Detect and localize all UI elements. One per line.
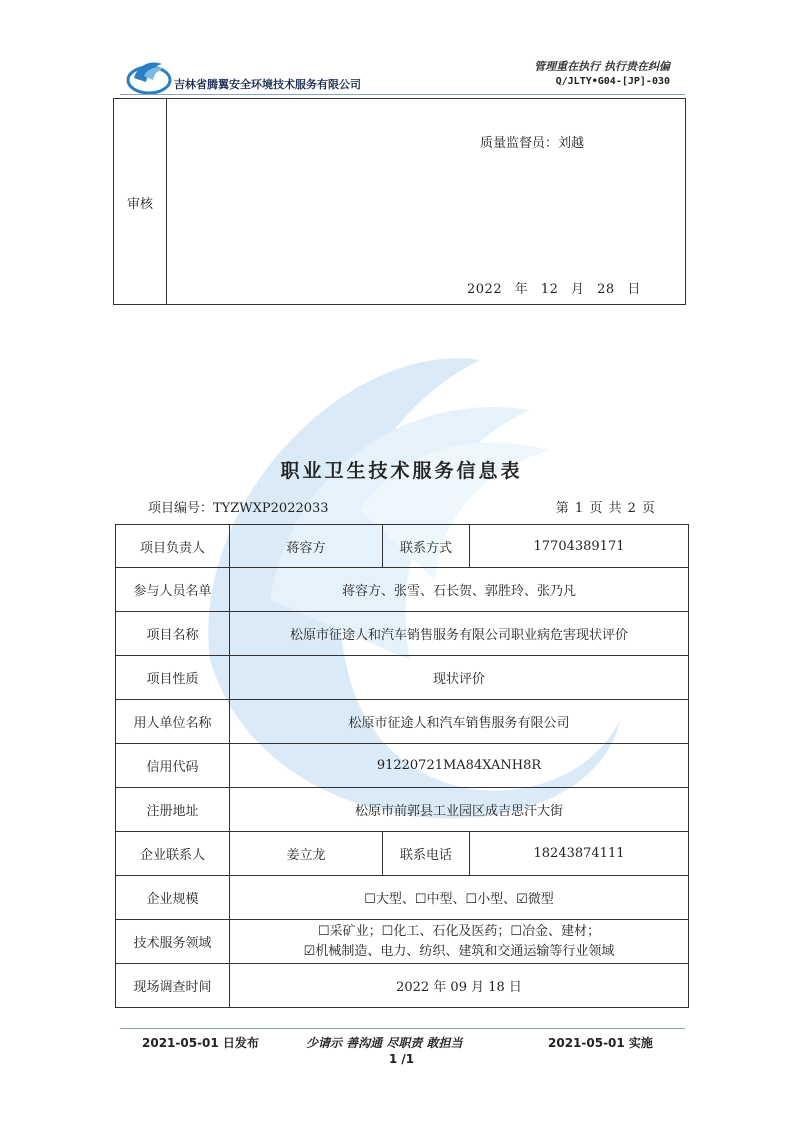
table-row xyxy=(116,744,689,788)
company-name: 吉林省腾翼安全环境技术服务有限公司 xyxy=(174,78,361,91)
table-row xyxy=(116,964,689,1008)
table-row xyxy=(116,832,689,876)
review-label: 审核 xyxy=(126,197,153,212)
members-label: 参与人员名单 xyxy=(116,568,230,612)
form-title: 职业卫生技术服务信息表 xyxy=(280,460,523,482)
survey-time-label: 现场调查时间 xyxy=(116,964,230,1008)
review-column-divider xyxy=(166,99,167,304)
service-info-table xyxy=(115,524,689,1008)
service-field-line-2: ☑机械制造、电力、纺织、建筑和交通运输等行业领域 xyxy=(303,943,615,959)
table-row xyxy=(116,876,689,920)
table-row xyxy=(116,568,689,612)
credit-code-value: 91220721MA84XANH8R xyxy=(230,744,689,788)
service-field-label: 技术服务领域 xyxy=(116,920,230,964)
header-slogan: 管理重在执行 执行贵在纠偏 xyxy=(534,60,670,73)
survey-time-value: 2022 年 09 月 18 日 xyxy=(230,964,689,1008)
footer-divider xyxy=(120,1028,685,1029)
header-divider xyxy=(120,94,685,95)
project-nature-value: 现状评价 xyxy=(230,656,689,700)
employer-label: 用人单位名称 xyxy=(116,700,230,744)
page-number: 1 /1 xyxy=(388,1052,415,1066)
address-value: 松原市前郭县工业园区成吉思汗大街 xyxy=(230,788,689,832)
service-field-value xyxy=(230,920,689,964)
enterprise-scale-value: ☐大型、☐中型、☐小型、☑微型 xyxy=(230,876,689,920)
employer-value: 松原市征途人和汽车销售服务有限公司 xyxy=(230,700,689,744)
project-name-value: 松原市征途人和汽车销售服务有限公司职业病危害现状评价 xyxy=(230,612,689,656)
effective-date: 2021-05-01 实施 xyxy=(548,1036,653,1050)
footer-slogan: 少请示 善沟通 尽职责 敢担当 xyxy=(306,1036,463,1050)
table-row xyxy=(116,656,689,700)
leader-value: 蒋容方 xyxy=(230,525,383,568)
address-label: 注册地址 xyxy=(116,788,230,832)
enterprise-scale-label: 企业规模 xyxy=(116,876,230,920)
table-row xyxy=(116,525,689,568)
enterprise-contact-label: 企业联系人 xyxy=(116,832,230,876)
members-value: 蒋容方、张雪、石长贺、郭胜玲、张乃凡 xyxy=(230,568,689,612)
enterprise-phone-label: 联系电话 xyxy=(383,832,470,876)
project-nature-label: 项目性质 xyxy=(116,656,230,700)
leader-label: 项目负责人 xyxy=(116,525,230,568)
table-row xyxy=(116,700,689,744)
table-row xyxy=(116,920,689,964)
review-section xyxy=(113,98,686,305)
project-name-label: 项目名称 xyxy=(116,612,230,656)
page-info: 第 1 页 共 2 页 xyxy=(555,501,655,516)
enterprise-contact-value: 姜立龙 xyxy=(230,832,383,876)
quality-supervisor: 质量监督员：刘越 xyxy=(480,136,585,151)
contact-label: 联系方式 xyxy=(383,525,470,568)
service-field-line-1: ☐采矿业；☐化工、石化及医药；☐冶金、建材； xyxy=(318,923,600,939)
project-number: 项目编号：TYZWXP2022033 xyxy=(148,501,329,516)
table-row xyxy=(116,788,689,832)
table-row xyxy=(116,612,689,656)
document-code: Q/JLTY•G04-[JP]-030 xyxy=(555,76,670,87)
enterprise-phone-value: 18243874111 xyxy=(470,832,689,876)
publish-date: 2021-05-01 日发布 xyxy=(142,1036,259,1050)
review-date: 2022 年 12 月 28 日 xyxy=(467,282,641,297)
contact-value: 17704389171 xyxy=(470,525,689,568)
credit-code-label: 信用代码 xyxy=(116,744,230,788)
company-logo xyxy=(126,56,172,96)
